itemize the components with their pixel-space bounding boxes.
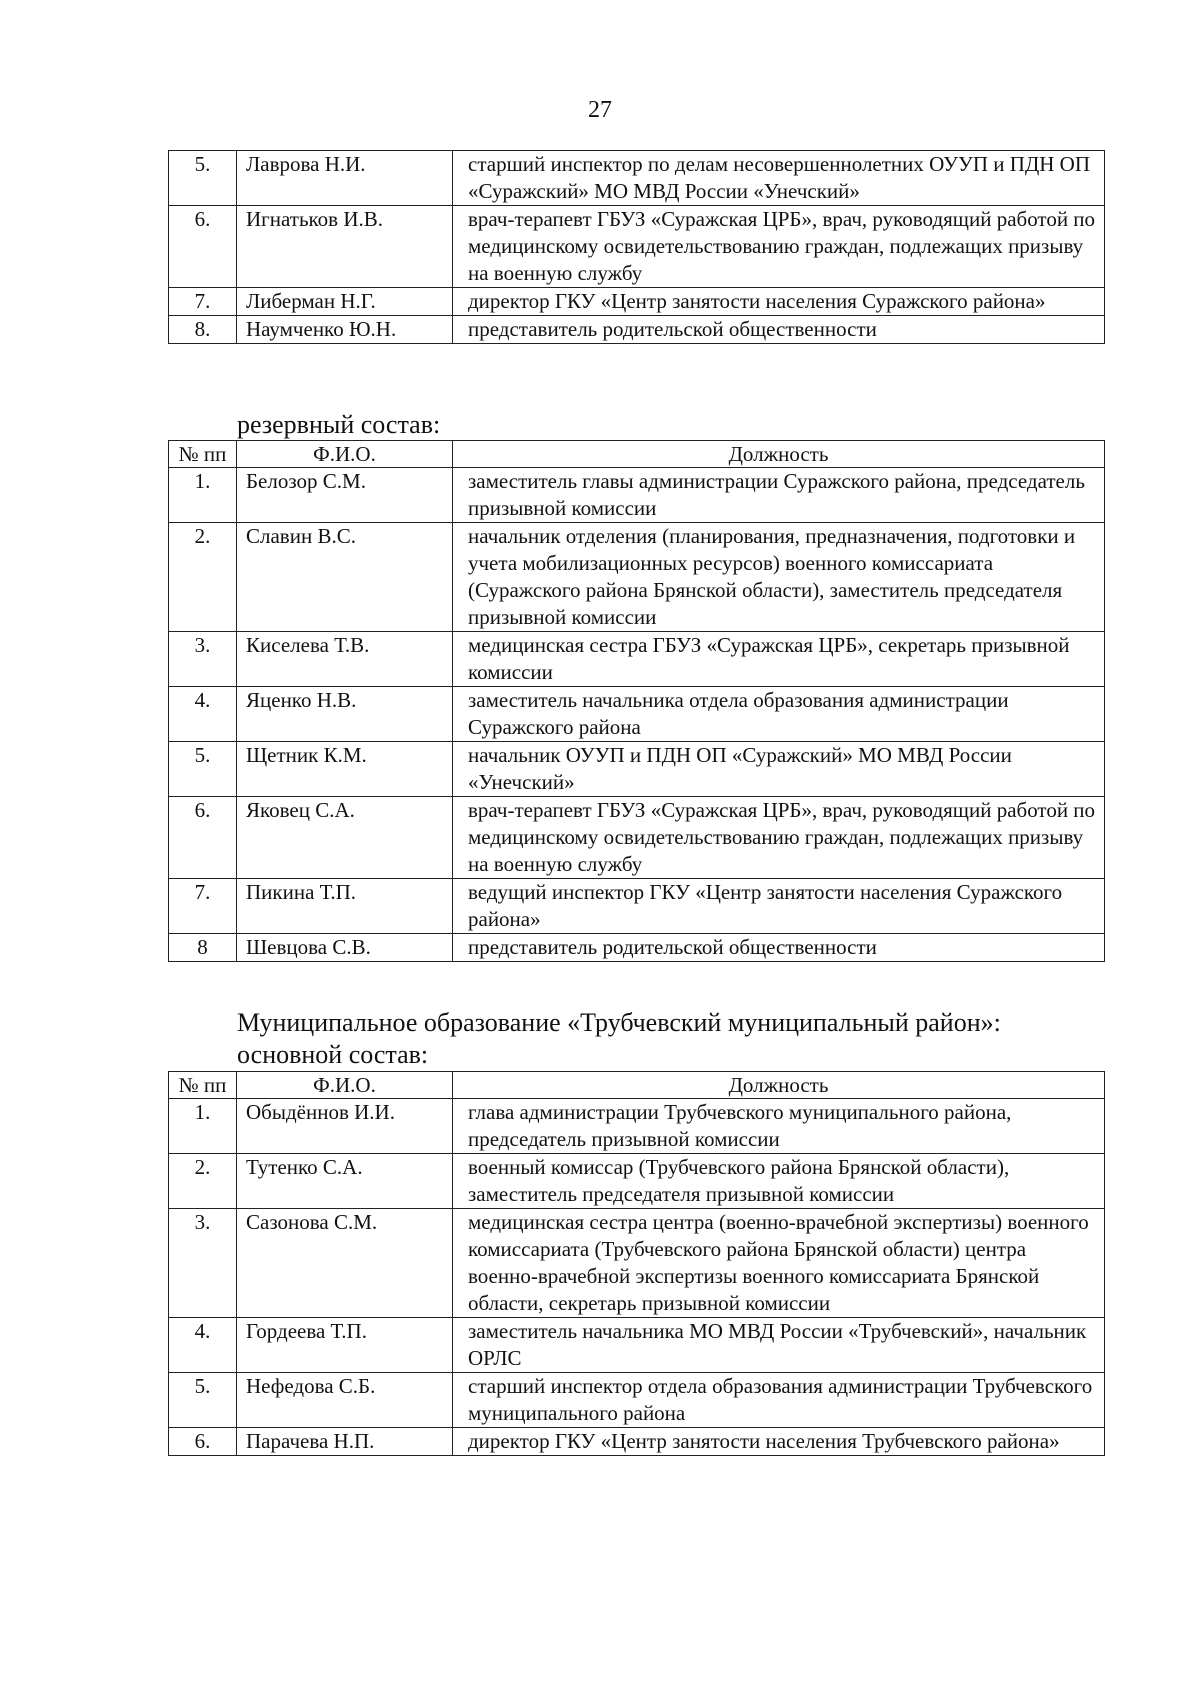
table-row: [169, 1209, 1105, 1318]
row-number: 8: [169, 934, 237, 962]
member-position: директор ГКУ «Центр занятости населения Суражского района»: [453, 288, 1105, 316]
trubchevsk-members-table: [168, 1071, 1105, 1456]
table-row: [169, 742, 1105, 797]
member-position: заместитель начальника МО МВД России «Трубчевский», начальник ОРЛС: [453, 1318, 1105, 1373]
header-name: Ф.И.О.: [237, 441, 453, 468]
row-number: 3.: [169, 1209, 237, 1318]
member-name: Обыдённов И.И.: [237, 1099, 453, 1154]
header-number: № пп: [169, 441, 237, 468]
member-name: Гордеева Т.П.: [237, 1318, 453, 1373]
member-name: Славин В.С.: [237, 523, 453, 632]
row-number: 2.: [169, 523, 237, 632]
table-row: [169, 687, 1105, 742]
member-name: Яценко Н.В.: [237, 687, 453, 742]
member-name: Нефедова С.Б.: [237, 1373, 453, 1428]
table-row: [169, 316, 1105, 344]
row-number: 8.: [169, 316, 237, 344]
header-position: Должность: [453, 441, 1105, 468]
row-number: 7.: [169, 879, 237, 934]
member-position: начальник ОУУП и ПДН ОП «Суражский» МО МВД России «Унечский»: [453, 742, 1105, 797]
row-number: 1.: [169, 1099, 237, 1154]
continued-members-table: [168, 150, 1105, 344]
member-position: директор ГКУ «Центр занятости населения Трубчевского района»: [453, 1428, 1105, 1456]
member-name: Белозор С.М.: [237, 468, 453, 523]
row-number: 2.: [169, 1154, 237, 1209]
table-row: [169, 1154, 1105, 1209]
header-name: Ф.И.О.: [237, 1072, 453, 1099]
member-name: Либерман Н.Г.: [237, 288, 453, 316]
table-row: [169, 523, 1105, 632]
member-position: начальник отделения (планирования, предназначения, подготовки и учета мобилизационных ресурсов) военного комиссариата (Суражского района Брянской области), заместитель председателя призывной комиссии: [453, 523, 1105, 632]
row-number: 6.: [169, 206, 237, 288]
member-position: врач-терапевт ГБУЗ «Суражская ЦРБ», врач, руководящий работой по медицинскому освидетельствованию граждан, подлежащих призыву на военную службу: [453, 797, 1105, 879]
table-row: [169, 934, 1105, 962]
reserve-members-table: [168, 440, 1105, 962]
table-row: [169, 1318, 1105, 1373]
member-position: представитель родительской общественности: [453, 934, 1105, 962]
member-name: Пикина Т.П.: [237, 879, 453, 934]
row-number: 7.: [169, 288, 237, 316]
member-name: Игнатьков И.В.: [237, 206, 453, 288]
page-number: 27: [588, 97, 612, 123]
member-name: Тутенко С.А.: [237, 1154, 453, 1209]
table-row: [169, 206, 1105, 288]
member-position: медицинская сестра центра (военно-врачебной экспертизы) военного комиссариата (Трубчевского района Брянской области) центра военно-врачебной экспертизы военного комиссариата Брянской области, секретарь призывной комиссии: [453, 1209, 1105, 1318]
table-row: [169, 151, 1105, 206]
member-name: Лаврова Н.И.: [237, 151, 453, 206]
member-name: Киселева Т.В.: [237, 632, 453, 687]
row-number: 5.: [169, 1373, 237, 1428]
table-row: [169, 879, 1105, 934]
member-position: заместитель главы администрации Суражского района, председатель призывной комиссии: [453, 468, 1105, 523]
member-name: Щетник К.М.: [237, 742, 453, 797]
table-row: [169, 468, 1105, 523]
member-position: представитель родительской общественности: [453, 316, 1105, 344]
main-section-caption: основной состав:: [237, 1040, 429, 1069]
header-number: № пп: [169, 1072, 237, 1099]
member-position: военный комиссар (Трубчевского района Брянской области), заместитель председателя призывной комиссии: [453, 1154, 1105, 1209]
member-position: медицинская сестра ГБУЗ «Суражская ЦРБ», секретарь призывной комиссии: [453, 632, 1105, 687]
table-row: [169, 632, 1105, 687]
table-row: [169, 288, 1105, 316]
member-position: старший инспектор отдела образования администрации Трубчевского муниципального района: [453, 1373, 1105, 1428]
row-number: 5.: [169, 151, 237, 206]
municipality-heading: Муниципальное образование «Трубчевский муниципальный район»:: [237, 1008, 1001, 1037]
member-position: глава администрации Трубчевского муниципального района, председатель призывной комиссии: [453, 1099, 1105, 1154]
member-position: старший инспектор по делам несовершеннолетних ОУУП и ПДН ОП «Суражский» МО МВД России «Унечский»: [453, 151, 1105, 206]
row-number: 4.: [169, 687, 237, 742]
row-number: 5.: [169, 742, 237, 797]
row-number: 6.: [169, 797, 237, 879]
member-position: врач-терапевт ГБУЗ «Суражская ЦРБ», врач, руководящий работой по медицинскому освидетельствованию граждан, подлежащих призыву на военную службу: [453, 206, 1105, 288]
member-name: Шевцова С.В.: [237, 934, 453, 962]
member-name: Яковец С.А.: [237, 797, 453, 879]
member-name: Сазонова С.М.: [237, 1209, 453, 1318]
table-row: [169, 797, 1105, 879]
row-number: 1.: [169, 468, 237, 523]
member-name: Наумченко Ю.Н.: [237, 316, 453, 344]
table-row: [169, 1373, 1105, 1428]
table-row: [169, 1099, 1105, 1154]
row-number: 4.: [169, 1318, 237, 1373]
member-name: Парачева Н.П.: [237, 1428, 453, 1456]
header-position: Должность: [453, 1072, 1105, 1099]
reserve-section-caption: резервный состав:: [237, 410, 441, 439]
table-header-row: [169, 1072, 1105, 1099]
table-row: [169, 1428, 1105, 1456]
member-position: ведущий инспектор ГКУ «Центр занятости населения Суражского района»: [453, 879, 1105, 934]
table-header-row: [169, 441, 1105, 468]
row-number: 3.: [169, 632, 237, 687]
row-number: 6.: [169, 1428, 237, 1456]
member-position: заместитель начальника отдела образования администрации Суражского района: [453, 687, 1105, 742]
